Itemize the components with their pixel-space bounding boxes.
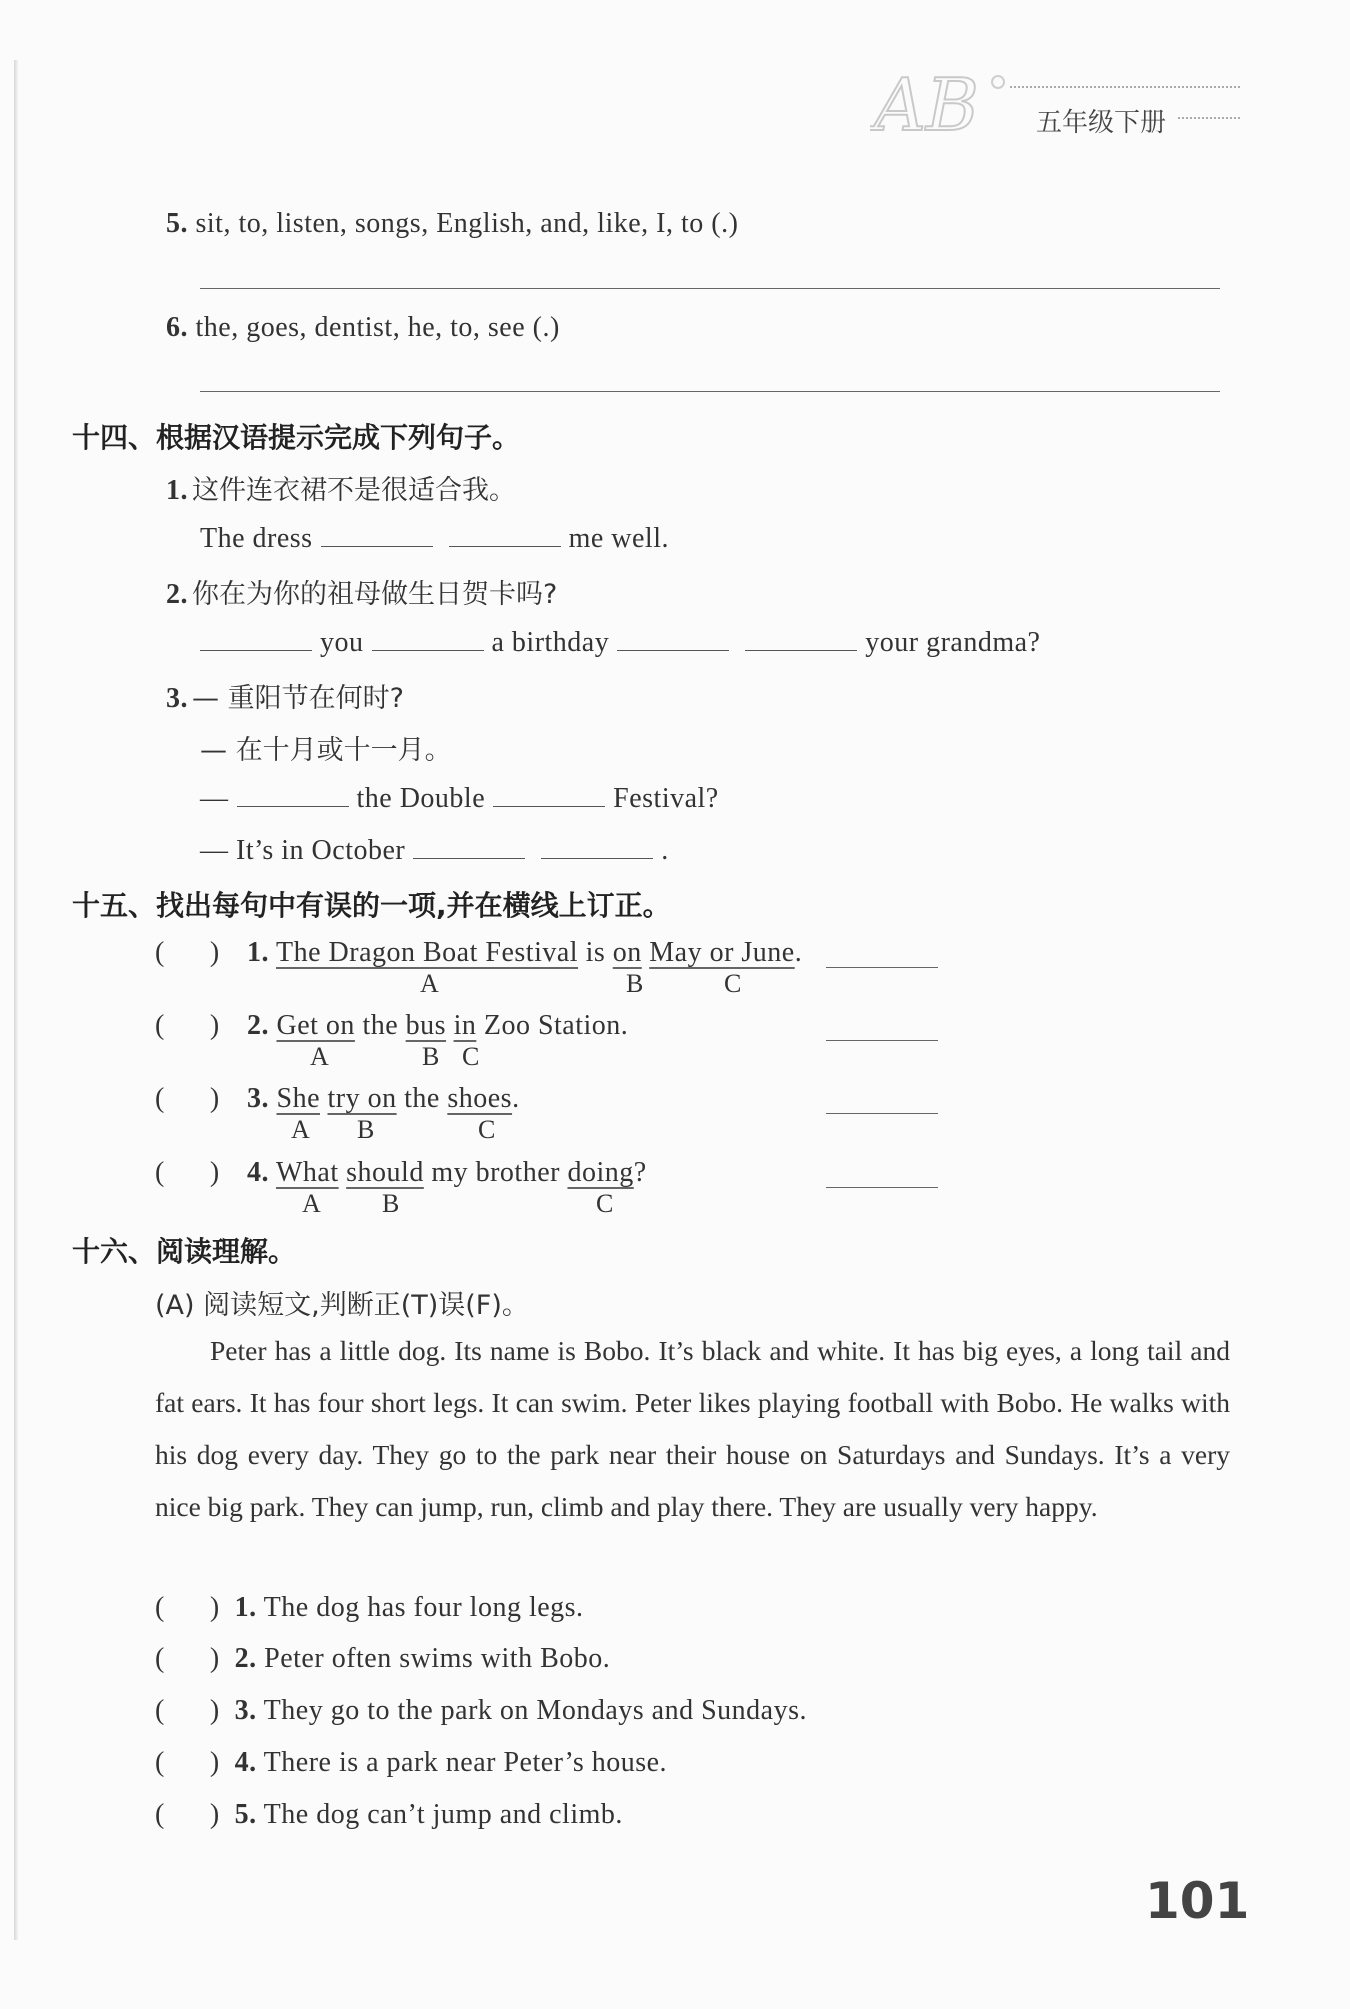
option-letter-b: B [422, 1042, 440, 1071]
fill-blank[interactable] [237, 780, 349, 807]
q14-3-english-b: — It’s in October . [200, 832, 669, 867]
option-letter-c: C [462, 1042, 480, 1071]
fill-blank[interactable] [493, 780, 605, 807]
header-dotted-line-right [1178, 117, 1240, 119]
answer-paren[interactable]: ( ) [155, 1592, 220, 1623]
fill-blank[interactable] [541, 832, 653, 859]
answer-paren[interactable]: ( ) [155, 1799, 220, 1830]
q15-1-sentence: 1. The Dragon Boat Festival is on May or June. [247, 937, 803, 968]
q13-6: 6. the, goes, dentist, he, to, see (.) [166, 312, 560, 343]
q14-2-english: you a birthday your grandma? [192, 624, 1040, 659]
correction-line[interactable] [826, 967, 938, 968]
fill-blank[interactable] [372, 624, 484, 651]
reading-passage: Peter has a little dog. Its name is Bobo. It’s black and white. It has big eyes, a long tail and fat ears. It has four short legs. It can swim. Peter likes playing football with Bobo. He walks with his dog every day. They go to the park near their house on Saturdays and Sundays. It’s a very nice big park. They can jump, run, climb and play there. They are usually very happy. [155, 1335, 1230, 1522]
fill-blank[interactable] [449, 520, 561, 547]
answer-paren[interactable]: ( ) [155, 1695, 220, 1726]
section-16a-instruction: (A) 阅读短文,判断正(T)误(F)。 [155, 1290, 529, 1321]
answer-line-5[interactable] [200, 288, 1220, 289]
grade-label: 五年级下册 [1036, 108, 1167, 138]
q14-2-chinese: 2. 你在为你的祖母做生日贺卡吗? [166, 579, 558, 610]
option-letter-a: A [302, 1189, 321, 1218]
option-letter-b: B [357, 1115, 375, 1144]
answer-paren[interactable]: ( ) [155, 1643, 220, 1674]
fill-blank[interactable] [413, 832, 525, 859]
option-letter-b: B [626, 969, 644, 998]
q14-1-chinese: 1. 这件连衣裙不是很适合我。 [166, 475, 516, 506]
ab-logo-icon [870, 60, 1020, 150]
tf-item: ( ) 5. The dog can’t jump and climb. [155, 1799, 623, 1830]
q14-3-chinese-b: — 在十月或十一月。 [200, 735, 452, 766]
q14-3-english-a: — the Double Festival? [200, 780, 719, 815]
tf-item: ( ) 4. There is a park near Peter’s house. [155, 1747, 668, 1778]
option-letter-a: A [310, 1042, 329, 1071]
answer-paren[interactable]: ( ) [155, 1157, 220, 1188]
q15-2-sentence: 2. Get on the bus in Zoo Station. [247, 1010, 629, 1041]
option-letter-c: C [724, 969, 742, 998]
q15-3-sentence: 3. She try on the shoes. [247, 1083, 520, 1114]
answer-paren[interactable]: ( ) [155, 1083, 220, 1114]
q13-5-words: sit, to, listen, songs, English, and, like, I, to (.) [195, 208, 739, 239]
q14-3-chinese-a: 3. — 重阳节在何时? [166, 683, 404, 714]
fill-blank[interactable] [745, 624, 857, 651]
header-dotted-line [1010, 86, 1240, 88]
option-letter-a: A [291, 1115, 310, 1144]
q13-5: 5. sit, to, listen, songs, English, and, like, I, to (.) [166, 208, 739, 239]
fill-blank[interactable] [617, 624, 729, 651]
tf-item: ( ) 3. They go to the park on Mondays and Sundays. [155, 1695, 807, 1726]
option-letter-a: A [420, 969, 439, 998]
fill-blank[interactable] [200, 624, 312, 651]
page-edge-shadow [14, 60, 18, 1940]
q13-6-words: the, goes, dentist, he, to, see (.) [195, 312, 560, 343]
q14-1-english: The dress me well. [200, 520, 669, 555]
answer-paren[interactable]: ( ) [155, 1747, 220, 1778]
option-letter-b: B [382, 1189, 400, 1218]
page-number: 101 [1145, 1872, 1250, 1930]
option-letter-c: C [596, 1189, 614, 1218]
answer-paren[interactable]: ( ) [155, 1010, 220, 1041]
correction-line[interactable] [826, 1187, 938, 1188]
tf-item: ( ) 2. Peter often swims with Bobo. [155, 1643, 611, 1674]
section-16-title: 十六、阅读理解。 [72, 1235, 297, 1268]
section-15-title: 十五、找出每句中有误的一项,并在横线上订正。 [72, 889, 671, 922]
option-letter-c: C [478, 1115, 496, 1144]
q15-4-sentence: 4. What should my brother doing? [247, 1157, 647, 1188]
tf-item: ( ) 1. The dog has four long legs. [155, 1592, 584, 1623]
svg-text:AB: AB [874, 63, 979, 147]
answer-line-6[interactable] [200, 391, 1220, 392]
fill-blank[interactable] [321, 520, 433, 547]
answer-paren[interactable]: ( ) [155, 937, 220, 968]
correction-line[interactable] [826, 1040, 938, 1041]
correction-line[interactable] [826, 1113, 938, 1114]
section-14-title: 十四、根据汉语提示完成下列句子。 [72, 421, 521, 454]
